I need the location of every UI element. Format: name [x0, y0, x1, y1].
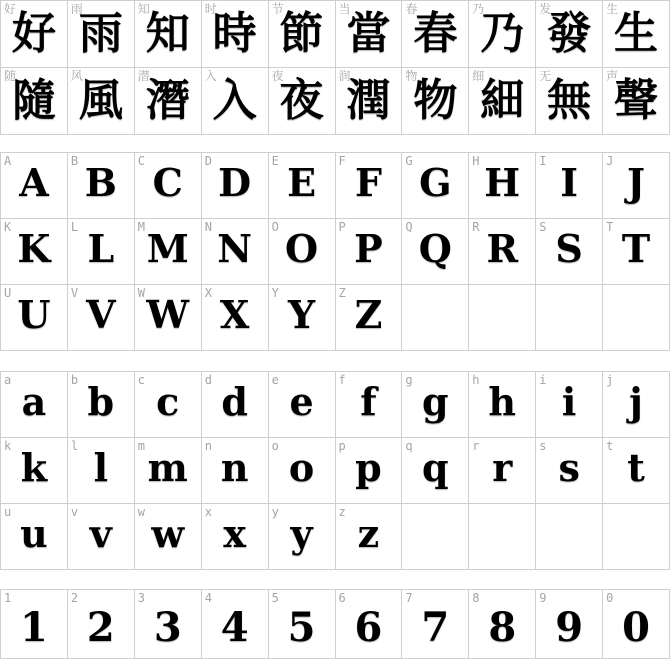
- glyph-label: g: [405, 373, 413, 387]
- glyph-preview: Z: [354, 292, 383, 337]
- glyph-cell: [135, 438, 202, 504]
- glyph-label: u: [4, 505, 12, 519]
- glyph-cell: [603, 372, 670, 438]
- glyph-preview: J: [627, 160, 646, 205]
- glyph-label: 8: [472, 591, 480, 605]
- glyph-label: 好: [4, 2, 17, 16]
- glyph-cell: [536, 153, 603, 219]
- glyph-cell: [402, 438, 469, 504]
- glyph-preview: 潤: [346, 75, 391, 126]
- glyph-preview: 物: [413, 75, 458, 126]
- glyph-cell: [336, 372, 403, 438]
- glyph-label: 6: [338, 591, 346, 605]
- glyph-label: Y: [271, 286, 279, 300]
- glyph-preview: 7: [421, 604, 450, 651]
- glyph-cell: [202, 1, 269, 68]
- glyph-preview: 0: [622, 604, 650, 651]
- glyph-cell: [1, 153, 68, 219]
- glyph-cell: [202, 153, 269, 219]
- glyph-label: 3: [137, 591, 146, 605]
- glyph-preview: A: [19, 160, 49, 205]
- glyph-cell: [469, 68, 536, 135]
- glyph-preview: e: [289, 379, 314, 424]
- glyph-label: x: [204, 505, 212, 519]
- glyph-cell: [469, 438, 536, 504]
- glyph-cell: [469, 372, 536, 438]
- glyph-preview: V: [86, 292, 116, 337]
- glyph-label: 雨: [70, 2, 83, 16]
- glyph-label: n: [204, 439, 212, 453]
- glyph-label: E: [271, 154, 279, 168]
- glyph-preview: 生: [614, 8, 659, 59]
- glyph-preview: 聲: [614, 75, 659, 126]
- glyph-preview: a: [21, 379, 47, 424]
- glyph-preview: Y: [287, 292, 316, 337]
- glyph-preview: y: [290, 511, 313, 556]
- glyph-label: B: [70, 154, 79, 168]
- glyph-label: f: [338, 373, 346, 387]
- glyph-label: p: [338, 439, 346, 453]
- glyph-label: R: [472, 220, 480, 234]
- glyph-label: z: [338, 505, 346, 519]
- glyph-label: 物: [405, 69, 418, 83]
- glyph-label: 发: [539, 2, 552, 16]
- glyph-cell: [135, 504, 202, 570]
- glyph-cell: [269, 153, 336, 219]
- glyph-label: l: [70, 439, 79, 453]
- glyph-cell: [269, 1, 336, 68]
- glyph-label: Z: [338, 286, 346, 300]
- glyph-cell: [135, 153, 202, 219]
- glyph-cell: [402, 372, 469, 438]
- glyph-cell: [68, 438, 135, 504]
- glyph-label: 潜: [137, 69, 150, 83]
- glyph-preview: n: [220, 445, 249, 490]
- glyph-cell: [1, 219, 68, 285]
- glyph-cell: [269, 504, 336, 570]
- glyph-preview: t: [627, 445, 645, 490]
- glyph-cell-empty: [603, 285, 670, 351]
- glyph-cell: [269, 219, 336, 285]
- glyph-cell: [1, 590, 68, 659]
- glyph-label: 知: [137, 2, 150, 16]
- glyph-preview: 無: [547, 75, 592, 126]
- glyph-label: m: [137, 439, 146, 453]
- glyph-preview: R: [486, 226, 519, 271]
- glyph-cell: [269, 372, 336, 438]
- glyph-cell: [402, 1, 469, 68]
- glyph-preview: 雨: [78, 8, 123, 59]
- glyph-label: s: [539, 439, 547, 453]
- glyph-label: v: [70, 505, 79, 519]
- glyph-cell: [469, 219, 536, 285]
- glyph-label: d: [204, 373, 212, 387]
- glyph-cell: [1, 372, 68, 438]
- glyph-preview: f: [360, 379, 377, 424]
- glyph-cell-empty: [536, 504, 603, 570]
- glyph-cell: [269, 285, 336, 351]
- glyph-label: 0: [606, 591, 614, 605]
- glyph-cell: [469, 153, 536, 219]
- glyph-cell: [202, 438, 269, 504]
- glyph-cell: [135, 590, 202, 659]
- glyph-cell: [68, 285, 135, 351]
- glyph-cell: [402, 219, 469, 285]
- glyph-label: C: [137, 154, 146, 168]
- glyph-label: 春: [405, 2, 418, 16]
- glyph-preview: b: [87, 379, 115, 424]
- glyph-preview: i: [561, 379, 577, 424]
- glyph-cell: [336, 219, 403, 285]
- glyph-label: X: [204, 286, 212, 300]
- glyph-preview: 風: [78, 75, 123, 126]
- glyph-cell: [536, 219, 603, 285]
- glyph-cell: [68, 153, 135, 219]
- glyph-label: j: [606, 373, 614, 387]
- glyph-preview: k: [20, 445, 48, 490]
- glyph-preview: 乃: [480, 8, 525, 59]
- glyph-preview: Q: [418, 226, 452, 271]
- glyph-label: w: [137, 505, 146, 519]
- glyph-preview: r: [492, 445, 513, 490]
- glyph-preview: H: [484, 160, 521, 205]
- glyph-preview: T: [621, 226, 651, 271]
- glyph-preview: G: [419, 160, 452, 205]
- glyph-cell: [1, 1, 68, 68]
- glyph-cell: [269, 68, 336, 135]
- glyph-preview: X: [219, 292, 250, 337]
- glyph-label: 生: [606, 2, 619, 16]
- glyph-label: k: [4, 439, 12, 453]
- glyph-cell-empty: [469, 504, 536, 570]
- glyph-preview: B: [84, 160, 117, 205]
- glyph-cell: [135, 285, 202, 351]
- glyph-cell: [603, 1, 670, 68]
- glyph-cell: [536, 372, 603, 438]
- glyph-preview: w: [151, 511, 185, 556]
- glyph-label: t: [606, 439, 614, 453]
- glyph-cell: [336, 153, 403, 219]
- glyph-preview: g: [422, 379, 449, 424]
- glyph-cell: [336, 438, 403, 504]
- hanzi-table: [0, 0, 670, 135]
- glyph-preview: P: [354, 226, 383, 271]
- glyph-cell-empty: [402, 285, 469, 351]
- glyph-cell: [202, 372, 269, 438]
- glyph-label: D: [204, 154, 212, 168]
- glyph-cell: [135, 68, 202, 135]
- glyph-preview: 潛: [145, 75, 190, 126]
- glyph-label: H: [472, 154, 480, 168]
- glyph-cell: [68, 219, 135, 285]
- glyph-cell: [336, 68, 403, 135]
- glyph-label: O: [271, 220, 279, 234]
- glyph-label: 风: [70, 69, 83, 83]
- glyph-label: 乃: [472, 2, 485, 16]
- glyph-cell: [603, 68, 670, 135]
- glyph-preview: 節: [279, 8, 324, 59]
- glyph-preview: 8: [488, 604, 517, 651]
- glyph-cell: [336, 1, 403, 68]
- glyph-preview: p: [355, 445, 382, 490]
- glyph-cell: [135, 1, 202, 68]
- glyph-preview: C: [152, 160, 183, 205]
- glyph-label: L: [70, 220, 79, 234]
- glyph-cell: [68, 68, 135, 135]
- glyph-cell: [68, 372, 135, 438]
- glyph-label: 节: [271, 2, 284, 16]
- glyph-preview: s: [558, 445, 580, 490]
- glyph-label: 2: [70, 591, 79, 605]
- glyph-preview: U: [17, 292, 51, 337]
- glyph-preview: L: [87, 226, 115, 271]
- glyph-label: c: [137, 373, 146, 387]
- glyph-label: W: [137, 286, 146, 300]
- glyph-label: J: [606, 154, 614, 168]
- glyph-preview: 4: [220, 604, 249, 651]
- glyph-label: V: [70, 286, 79, 300]
- glyph-cell: [68, 590, 135, 659]
- glyph-cell: [336, 285, 403, 351]
- glyph-cell: [1, 438, 68, 504]
- glyph-label: 4: [204, 591, 212, 605]
- glyph-preview: 入: [212, 75, 257, 126]
- glyph-cell-empty: [536, 285, 603, 351]
- glyph-label: F: [338, 154, 346, 168]
- glyph-cell: [402, 590, 469, 659]
- glyph-cell: [1, 504, 68, 570]
- glyph-label: i: [539, 373, 547, 387]
- glyph-cell: [402, 153, 469, 219]
- glyph-preview: h: [488, 379, 517, 424]
- glyph-preview: j: [629, 379, 643, 424]
- glyph-label: M: [137, 220, 146, 234]
- glyph-cell: [202, 219, 269, 285]
- glyph-preview: I: [560, 160, 579, 205]
- glyph-label: q: [405, 439, 413, 453]
- glyph-label: 入: [204, 69, 217, 83]
- digits-table: [0, 589, 670, 659]
- glyph-label: 5: [271, 591, 279, 605]
- glyph-label: I: [539, 154, 547, 168]
- glyph-preview: 5: [287, 604, 316, 651]
- glyph-label: U: [4, 286, 12, 300]
- glyph-label: y: [271, 505, 279, 519]
- glyph-cell: [603, 219, 670, 285]
- glyph-cell: [135, 219, 202, 285]
- glyph-cell: [135, 372, 202, 438]
- glyph-preview: 夜: [279, 75, 324, 126]
- glyph-cell: [202, 504, 269, 570]
- glyph-preview: v: [89, 511, 112, 556]
- glyph-label: e: [271, 373, 279, 387]
- glyph-label: 无: [539, 69, 552, 83]
- glyph-preview: l: [93, 445, 109, 490]
- glyph-label: 7: [405, 591, 413, 605]
- glyph-preview: O: [284, 226, 319, 271]
- glyph-preview: F: [354, 160, 382, 205]
- glyph-label: S: [539, 220, 547, 234]
- glyph-label: 细: [472, 69, 485, 83]
- glyph-label: T: [606, 220, 614, 234]
- glyph-preview: c: [156, 379, 180, 424]
- glyph-label: h: [472, 373, 480, 387]
- glyph-preview: z: [357, 511, 380, 556]
- glyph-preview: E: [287, 160, 317, 205]
- glyph-preview: 發: [547, 8, 592, 59]
- glyph-preview: D: [218, 160, 252, 205]
- glyph-preview: 好: [11, 8, 56, 59]
- glyph-cell: [603, 438, 670, 504]
- glyph-label: o: [271, 439, 279, 453]
- glyph-cell: [202, 68, 269, 135]
- glyph-cell: [536, 1, 603, 68]
- glyph-preview: x: [223, 511, 246, 556]
- glyph-label: 夜: [271, 69, 284, 83]
- glyph-cell: [1, 285, 68, 351]
- glyph-preview: N: [217, 226, 252, 271]
- glyph-preview: S: [555, 226, 583, 271]
- glyph-cell: [536, 68, 603, 135]
- glyph-label: r: [472, 439, 480, 453]
- glyph-cell: [536, 438, 603, 504]
- glyph-cell: [469, 1, 536, 68]
- glyph-label: 1: [4, 591, 12, 605]
- glyph-preview: W: [146, 292, 190, 337]
- glyph-label: 随: [4, 69, 17, 83]
- glyph-preview: 隨: [11, 75, 56, 126]
- glyph-preview: K: [17, 226, 51, 271]
- uppercase-table: [0, 152, 670, 351]
- glyph-cell: [1, 68, 68, 135]
- glyph-preview: 1: [20, 604, 48, 651]
- glyph-preview: 春: [413, 8, 458, 59]
- glyph-preview: m: [147, 445, 188, 490]
- glyph-cell-empty: [603, 504, 670, 570]
- glyph-label: P: [338, 220, 346, 234]
- glyph-preview: q: [422, 445, 449, 490]
- glyph-cell: [603, 590, 670, 659]
- glyph-preview: 2: [86, 604, 115, 651]
- glyph-preview: o: [288, 445, 315, 490]
- glyph-preview: u: [20, 511, 48, 556]
- glyph-preview: d: [221, 379, 248, 424]
- glyph-preview: 6: [354, 604, 383, 651]
- glyph-cell-empty: [402, 504, 469, 570]
- glyph-cell: [202, 590, 269, 659]
- glyph-label: 润: [338, 69, 351, 83]
- glyph-cell: [202, 285, 269, 351]
- glyph-cell-empty: [469, 285, 536, 351]
- glyph-label: N: [204, 220, 212, 234]
- glyph-cell: [68, 1, 135, 68]
- glyph-cell: [469, 590, 536, 659]
- glyph-preview: 3: [153, 604, 182, 651]
- glyph-preview: 9: [555, 604, 584, 651]
- glyph-preview: 當: [346, 8, 391, 59]
- glyph-cell: [402, 68, 469, 135]
- lowercase-table: [0, 371, 670, 570]
- glyph-label: 声: [606, 69, 619, 83]
- glyph-label: b: [70, 373, 79, 387]
- glyph-label: a: [4, 373, 12, 387]
- glyph-preview: M: [146, 226, 189, 271]
- glyph-label: Q: [405, 220, 413, 234]
- glyph-cell: [336, 504, 403, 570]
- glyph-cell: [603, 153, 670, 219]
- glyph-preview: 時: [212, 8, 257, 59]
- glyph-label: 时: [204, 2, 217, 16]
- glyph-label: A: [4, 154, 12, 168]
- glyph-cell: [336, 590, 403, 659]
- glyph-label: 当: [338, 2, 351, 16]
- glyph-cell: [269, 438, 336, 504]
- glyph-label: 9: [539, 591, 547, 605]
- glyph-cell: [536, 590, 603, 659]
- glyph-preview: 知: [145, 8, 190, 59]
- glyph-label: K: [4, 220, 12, 234]
- glyph-preview: 細: [480, 75, 525, 126]
- glyph-cell: [269, 590, 336, 659]
- glyph-cell: [68, 504, 135, 570]
- glyph-label: G: [405, 154, 413, 168]
